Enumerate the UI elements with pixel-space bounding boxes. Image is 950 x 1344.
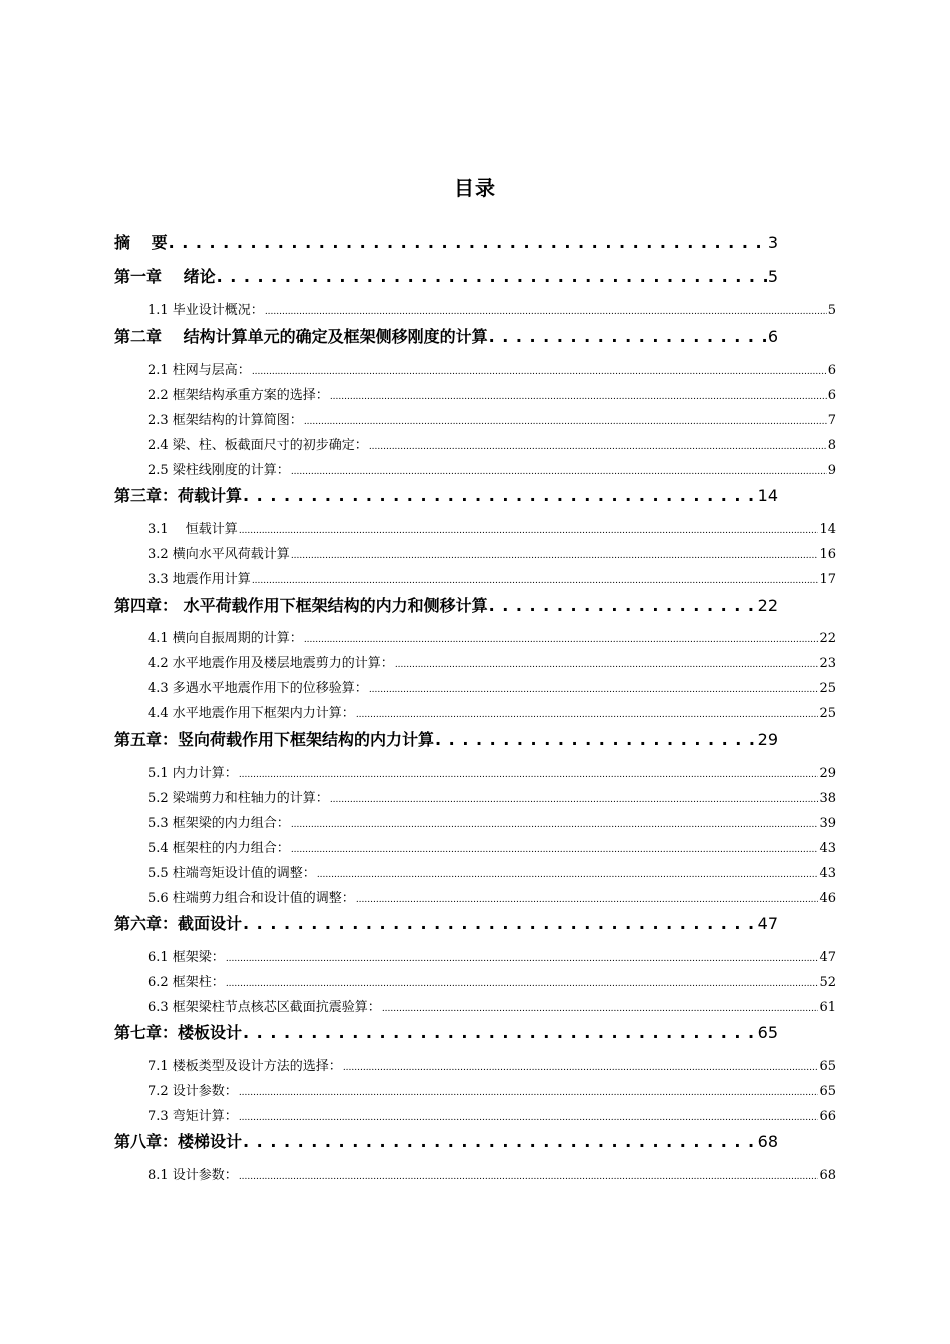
toc-section-entry[interactable] [148, 1080, 836, 1099]
toc-page-number: 68 [757, 1132, 778, 1151]
toc-entry-label: 第二章 结构计算单元的确定及框架侧移刚度的计算 [114, 327, 488, 346]
page-title: 目录 [454, 176, 496, 200]
toc-chapter-entry[interactable] [114, 593, 778, 616]
toc-dot-leader [239, 1084, 819, 1099]
toc-page-number: 17 [819, 572, 836, 587]
toc-entry-label: 5.6 柱端剪力组合和设计值的调整： [148, 891, 355, 906]
toc-section-entry[interactable] [148, 1055, 836, 1074]
toc-section-entry[interactable] [148, 862, 836, 881]
toc-page-number: 68 [819, 1168, 836, 1183]
toc-dot-leader [291, 841, 819, 856]
toc-dot-leader [226, 975, 819, 990]
toc-page-number: 14 [819, 522, 836, 537]
toc-entry-label: 第五章：竖向荷载作用下框架结构的内力计算 [114, 730, 435, 749]
toc-dot-leader [317, 866, 819, 881]
toc-section-entry[interactable] [148, 702, 836, 721]
toc-dot-leader [226, 950, 819, 965]
toc-chapter-entry[interactable] [114, 1020, 778, 1043]
toc-entry-label: 3.1 恒载计算 [148, 522, 238, 537]
toc-dot-leader [252, 572, 819, 587]
toc-dot-leader [239, 522, 819, 537]
toc-page-number: 23 [819, 656, 836, 671]
toc-dot-leader [330, 791, 819, 806]
toc-entry-label: 1.1 毕业设计概况： [148, 303, 264, 318]
toc-entry-label: 第六章：截面设计 [114, 914, 243, 933]
toc-page-number: 7 [827, 413, 836, 428]
toc-dot-leader [252, 363, 827, 378]
toc-dot-leader [243, 486, 757, 505]
toc-dot-leader [291, 463, 827, 478]
toc-section-entry[interactable] [148, 359, 836, 378]
toc-page-number: 8 [827, 438, 836, 453]
toc-page-number: 25 [819, 706, 836, 721]
toc-page-number: 65 [819, 1059, 836, 1074]
toc-page-number: 43 [819, 841, 836, 856]
toc-dot-leader [239, 1109, 819, 1124]
toc-section-entry[interactable] [148, 299, 836, 318]
toc-page-number: 22 [757, 596, 778, 615]
toc-section-entry[interactable] [148, 409, 836, 428]
toc-entry-label: 2.2 框架结构承重方案的选择： [148, 388, 329, 403]
toc-page-number: 61 [819, 1000, 836, 1015]
toc-entry-label: 2.1 柱网与层高： [148, 363, 251, 378]
toc-chapter-entry[interactable] [114, 264, 778, 287]
toc-entry-label: 第八章：楼梯设计 [114, 1132, 243, 1151]
toc-section-entry[interactable] [148, 568, 836, 587]
toc-dot-leader [291, 816, 819, 831]
toc-chapter-entry[interactable] [114, 727, 778, 750]
toc-page-number: 22 [819, 631, 836, 646]
toc-dot-leader [382, 1000, 819, 1015]
toc-section-entry[interactable] [148, 459, 836, 478]
toc-dot-leader [265, 303, 827, 318]
toc-chapter-entry[interactable] [114, 1129, 778, 1152]
toc-dot-leader [395, 656, 819, 671]
toc-dot-leader [217, 267, 767, 286]
toc-page-number: 52 [819, 975, 836, 990]
toc-entry-label: 6.2 框架柱： [148, 975, 225, 990]
toc-entry-label: 第四章： 水平荷载作用下框架结构的内力和侧移计算 [114, 596, 488, 615]
toc-page-number: 38 [819, 791, 836, 806]
toc-page-number: 43 [819, 866, 836, 881]
toc-entry-label: 5.2 梁端剪力和柱轴力的计算： [148, 791, 329, 806]
toc-entry-label: 4.1 横向自振周期的计算： [148, 631, 303, 646]
toc-dot-leader [369, 681, 819, 696]
toc-page-number: 6 [767, 327, 778, 346]
toc-dot-leader [239, 1168, 819, 1183]
toc-page-number: 6 [827, 388, 836, 403]
toc-dot-leader [489, 596, 757, 615]
toc-section-entry[interactable] [148, 384, 836, 403]
toc-entry-label: 7.1 楼板类型及设计方法的选择： [148, 1059, 342, 1074]
toc-page-number: 3 [767, 233, 778, 252]
toc-section-entry[interactable] [148, 1105, 836, 1124]
toc-entry-label: 2.3 框架结构的计算简图： [148, 413, 303, 428]
toc-dot-leader [243, 1132, 757, 1151]
toc-entry-label: 4.3 多遇水平地震作用下的位移验算： [148, 681, 368, 696]
toc-section-entry[interactable] [148, 518, 836, 537]
toc-entry-label: 3.2 横向水平风荷载计算 [148, 547, 290, 562]
toc-section-entry[interactable] [148, 971, 836, 990]
toc-entry-label: 第三章：荷载计算 [114, 486, 243, 505]
toc-page-number: 65 [757, 1023, 778, 1042]
toc-entry-label: 6.3 框架梁柱节点核芯区截面抗震验算： [148, 1000, 381, 1015]
toc-section-entry[interactable] [148, 812, 836, 831]
toc-section-entry[interactable] [148, 837, 836, 856]
toc-section-entry[interactable] [148, 434, 836, 453]
toc-dot-leader [435, 730, 757, 749]
toc-entry-label: 6.1 框架梁： [148, 950, 225, 965]
toc-section-entry[interactable] [148, 887, 836, 906]
toc-section-entry[interactable] [148, 627, 836, 646]
toc-entry-label: 3.3 地震作用计算 [148, 572, 251, 587]
toc-page-number: 29 [757, 730, 778, 749]
toc-chapter-entry[interactable] [114, 230, 778, 253]
toc-page-number: 65 [819, 1084, 836, 1099]
toc-section-entry[interactable] [148, 996, 836, 1015]
toc-section-entry[interactable] [148, 543, 836, 562]
toc-page-number: 25 [819, 681, 836, 696]
toc-page-number: 5 [767, 267, 778, 286]
toc-page-number: 5 [827, 303, 836, 318]
toc-page-number: 47 [757, 914, 778, 933]
toc-dot-leader [369, 438, 827, 453]
toc-page-number: 46 [819, 891, 836, 906]
toc-dot-leader [169, 233, 767, 252]
toc-page-number: 47 [819, 950, 836, 965]
toc-entry-label: 2.5 梁柱线刚度的计算： [148, 463, 290, 478]
toc-entry-label: 4.4 水平地震作用下框架内力计算： [148, 706, 355, 721]
toc-page-number: 6 [827, 363, 836, 378]
toc-chapter-entry[interactable] [114, 911, 778, 934]
toc-page-number: 16 [819, 547, 836, 562]
toc-dot-leader [489, 327, 767, 346]
toc-dot-leader [356, 891, 819, 906]
toc-dot-leader [243, 1023, 757, 1042]
toc-dot-leader [330, 388, 827, 403]
toc-page-number: 9 [827, 463, 836, 478]
toc-entry-label: 5.4 框架柱的内力组合： [148, 841, 290, 856]
toc-dot-leader [356, 706, 819, 721]
toc-entry-label: 摘 要 [114, 233, 168, 252]
toc-entry-label: 2.4 梁、柱、板截面尺寸的初步确定： [148, 438, 368, 453]
toc-entry-label: 第一章 绪论 [114, 267, 216, 286]
toc-page-number: 29 [819, 766, 836, 781]
toc-entry-label: 5.1 内力计算： [148, 766, 238, 781]
toc-entry-label: 7.2 设计参数： [148, 1084, 238, 1099]
toc-page-number: 14 [757, 486, 778, 505]
toc-page-number: 39 [819, 816, 836, 831]
toc-dot-leader [343, 1059, 819, 1074]
toc-entry-label: 5.3 框架梁的内力组合： [148, 816, 290, 831]
toc-chapter-entry[interactable] [114, 483, 778, 506]
toc-page-number: 66 [819, 1109, 836, 1124]
toc-entry-label: 8.1 设计参数： [148, 1168, 238, 1183]
toc-chapter-entry[interactable] [114, 324, 778, 347]
toc-dot-leader [291, 547, 819, 562]
toc-dot-leader [304, 413, 827, 428]
toc-section-entry[interactable] [148, 762, 836, 781]
toc-dot-leader [304, 631, 819, 646]
toc-entry-label: 7.3 弯矩计算： [148, 1109, 238, 1124]
toc-section-entry[interactable] [148, 652, 836, 671]
toc-section-entry[interactable] [148, 677, 836, 696]
toc-dot-leader [243, 914, 757, 933]
toc-entry-label: 5.5 柱端弯矩设计值的调整： [148, 866, 316, 881]
toc-entry-label: 4.2 水平地震作用及楼层地震剪力的计算： [148, 656, 394, 671]
toc-section-entry[interactable] [148, 787, 836, 806]
toc-dot-leader [239, 766, 819, 781]
toc-section-entry[interactable] [148, 1164, 836, 1183]
toc-section-entry[interactable] [148, 946, 836, 965]
toc-entry-label: 第七章：楼板设计 [114, 1023, 243, 1042]
